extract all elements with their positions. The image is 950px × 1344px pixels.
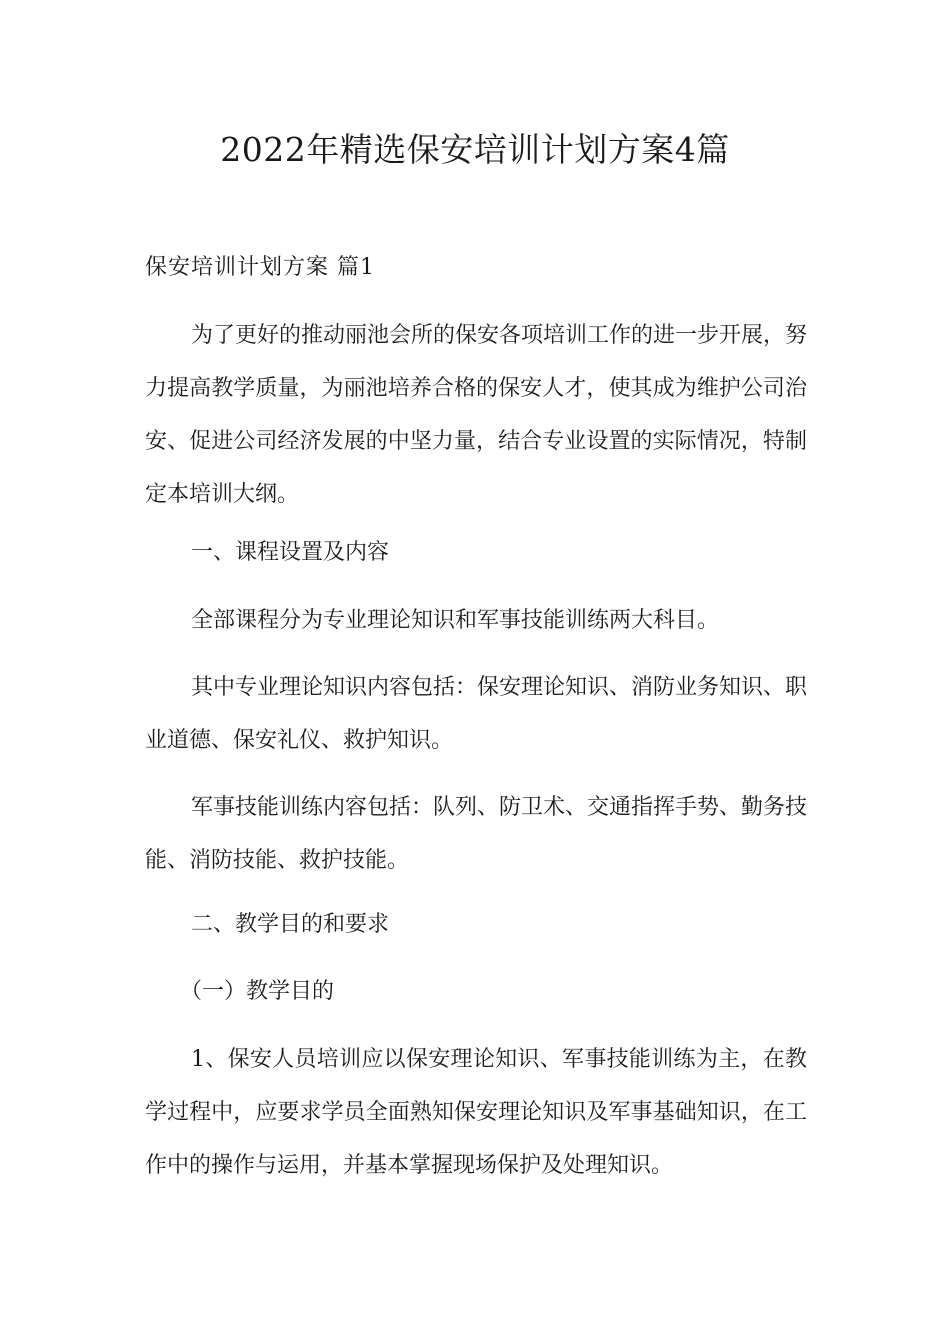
heading-teaching-goals: 二、教学目的和要求 <box>191 912 390 937</box>
paragraph-item-1: 1、保安人员培训应以保安理论知识、军事技能训练为主，在教学过程中，应要求学员全面熟知保安理论知识及军事基础知识，在工作中的操作与运用，并基本掌握现场保护及处理知识。 <box>145 1047 807 1178</box>
paragraph-intro: 为了更好的推动丽池会所的保安各项培训工作的进一步开展，努力提高教学质量，为丽池培养合格的保安人才，使其成为维护公司治安、促进公司经济发展的中坚力量，结合专业设置的实际情况，特制定本培训大纲。 <box>145 323 808 507</box>
section-heading: 保安培训计划方案 篇1 <box>145 255 375 280</box>
paragraph-theory: 其中专业理论知识内容包括：保安理论知识、消防业务知识、职业道德、保安礼仪、救护知识。 <box>145 675 808 753</box>
subheading-teaching-purpose: （一）教学目的 <box>180 979 335 1004</box>
document-title: 2022年精选保安培训计划方案4篇 <box>220 130 730 169</box>
heading-course-setup: 一、课程设置及内容 <box>191 540 390 565</box>
paragraph-courses: 全部课程分为专业理论知识和军事技能训练两大科目。 <box>191 608 720 633</box>
paragraph-military: 军事技能训练内容包括：队列、防卫术、交通指挥手势、勤务技能、消防技能、救护技能。 <box>145 795 808 873</box>
